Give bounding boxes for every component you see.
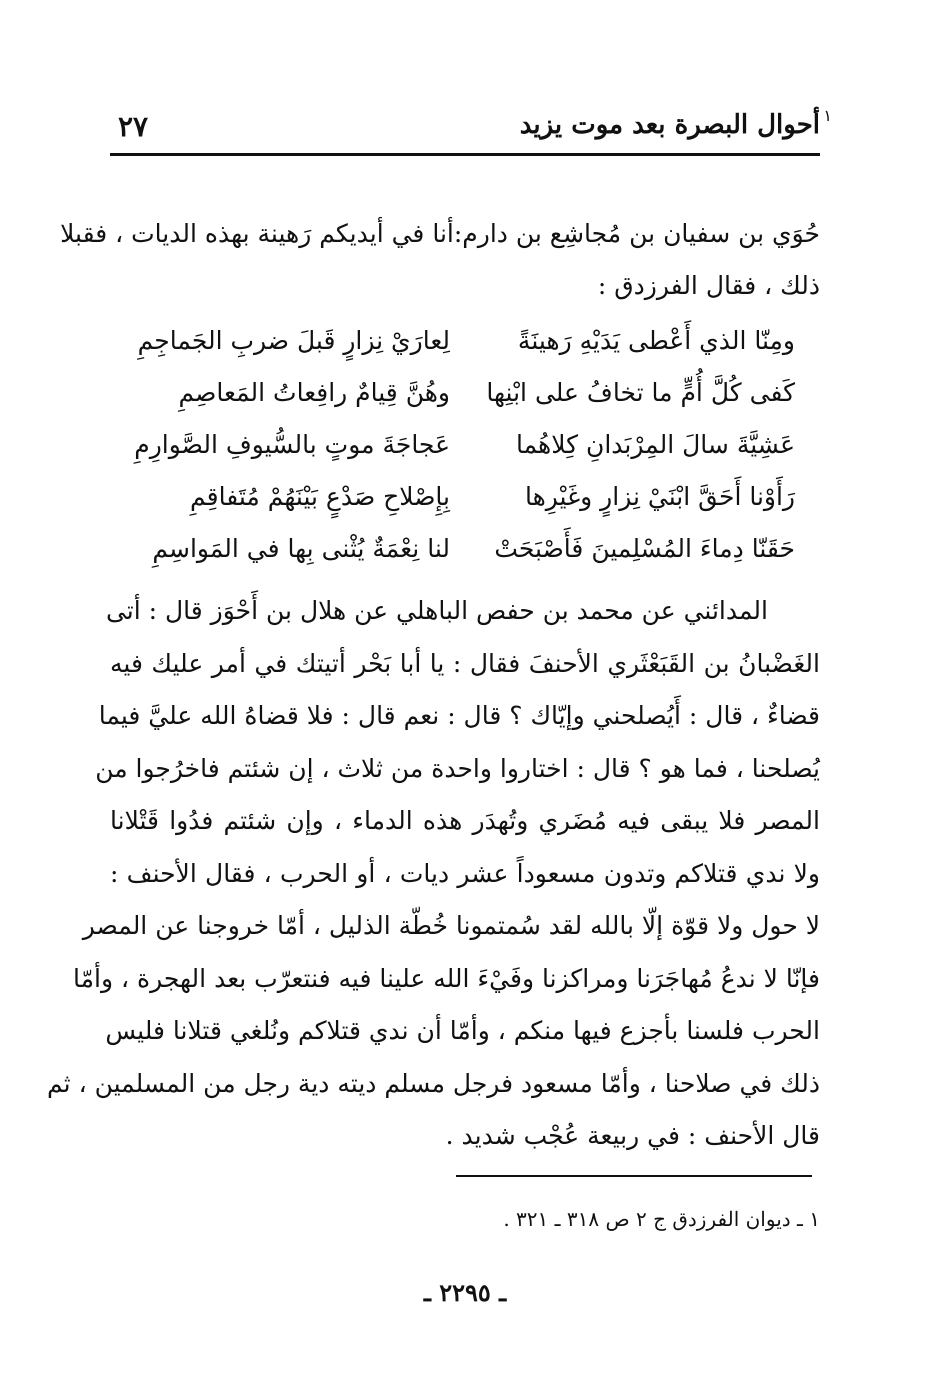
page-number-top: ٢٧: [118, 110, 149, 143]
body-line: ذلك في صلاحنا ، وأمّا مسعود فرجل مسلم ديته دية رجل من المسلمين ، ثم: [47, 1068, 820, 1098]
verse-second-hemistich: عَجاجَةَ موتٍ بالسُّيوفِ الصَّوارِمِ: [134, 430, 450, 459]
verse-first-hemistich: حَقَنّا دِماءَ المُسْلِمينَ فَأَصْبَحَتْ: [494, 534, 795, 563]
body-paragraph: [47, 585, 820, 1163]
page-header: [110, 100, 832, 156]
body-line: الغَضْبانُ بن القَبَعْثَري الأحنفَ فقال : يا أبا بَحْر أتيتك في أمر عليك فيه: [110, 648, 820, 678]
verse-first-hemistich: ومِنّا الذي أَعْطى يَدَيْهِ رَهينَةً: [517, 326, 795, 355]
body-line: المدائني عن محمد بن حفص الباهلي عن هلال بن أَحْوَز قال : أتى: [105, 596, 768, 625]
verse-second-hemistich: وهُنَّ قِيامٌ رافِعاتُ المَعاصِمِ: [178, 378, 450, 407]
verse-first-hemistich: كَفى كُلَّ أُمٍّ ما تخافُ على ابْنِها: [486, 378, 795, 407]
poem-verse: [128, 315, 795, 367]
verse-second-hemistich: بِإِصْلاحِ صَدْعٍ بَيْنَهُمْ مُتَفاقِمِ: [190, 482, 450, 511]
poem-verse: [128, 471, 795, 523]
body-line: ولا ندي قتلاكم وتدون مسعوداً عشر ديات ، أو الحرب ، فقال الأحنف :: [110, 858, 820, 888]
verse-first-hemistich: عَشِيَّةَ سالَ المِرْبَدانِ كِلاهُما: [515, 430, 795, 459]
poem-verse: [128, 367, 795, 419]
body-line: قال الأحنف : في ربيعة عُجْب شديد .: [445, 1121, 820, 1150]
header-rule: [110, 153, 820, 156]
header-mark: ١: [823, 106, 832, 125]
footer-page-number: ـ ٢٢٩٥ ـ: [423, 1278, 507, 1307]
verse-second-hemistich: لنا نِعْمَةٌ يُثْنى بِها في المَواسِمِ: [152, 534, 450, 563]
body-line: الحرب فلسنا بأجزع فيها منكم ، وأمّا أن ندي قتلاكم ونُلغي قتلانا فليس: [105, 1016, 820, 1045]
body-line: يُصلحنا ، فما هو ؟ قال : اختاروا واحدة من ثلاث ، إن شئتم فاخرُجوا من: [95, 753, 820, 783]
poem: [128, 315, 795, 575]
footnote: ١ ـ ديوان الفرزدق ج ٢ ص ٣١٨ ـ ٣٢١ .: [503, 1207, 820, 1231]
body-line: قضاءٌ ، قال : أَيُصلحني وإيّاك ؟ قال : نعم قال : فلا قضاهُ الله عليَّ فيما: [98, 701, 820, 730]
intro-paragraph: [60, 208, 820, 312]
body-line: لا حول ولا قوّة إلّا بالله لقد سُمتمونا خُطّة الذليل ، أمّا خروجنا عن المصر: [82, 911, 820, 940]
running-title: أحوال البصرة بعد موت يزيد: [519, 110, 820, 140]
poem-verse: [128, 419, 795, 471]
body-line: فإنّا لا ندعُ مُهاجَرَنا ومراكزنا وفَيْءَ الله علينا فيه فنتعرّب بعد الهجرة ، وأمّا: [73, 963, 820, 993]
footnote-rule: [456, 1175, 812, 1177]
poem-verse: [128, 523, 795, 575]
body-line: المصر فلا يبقى فيه مُضَري وتُهدَر هذه الدماء ، وإن شئتم فدُوا قَتْلانا: [110, 806, 820, 835]
intro-line: حُوَي بن سفيان بن مُجاشِع بن دارم:أنا في أيديكم رَهينة بهذه الديات ، فقبلا: [60, 219, 820, 248]
verse-first-hemistich: رَأَوْنا أَحَقَّ ابْنَيْ نِزارٍ وغَيْرِها: [524, 482, 795, 511]
intro-line: ذلك ، فقال الفرزدق :: [597, 271, 820, 300]
verse-second-hemistich: لِعارَيْ نِزارٍ قَبلَ ضربِ الجَماجِمِ: [137, 326, 450, 355]
